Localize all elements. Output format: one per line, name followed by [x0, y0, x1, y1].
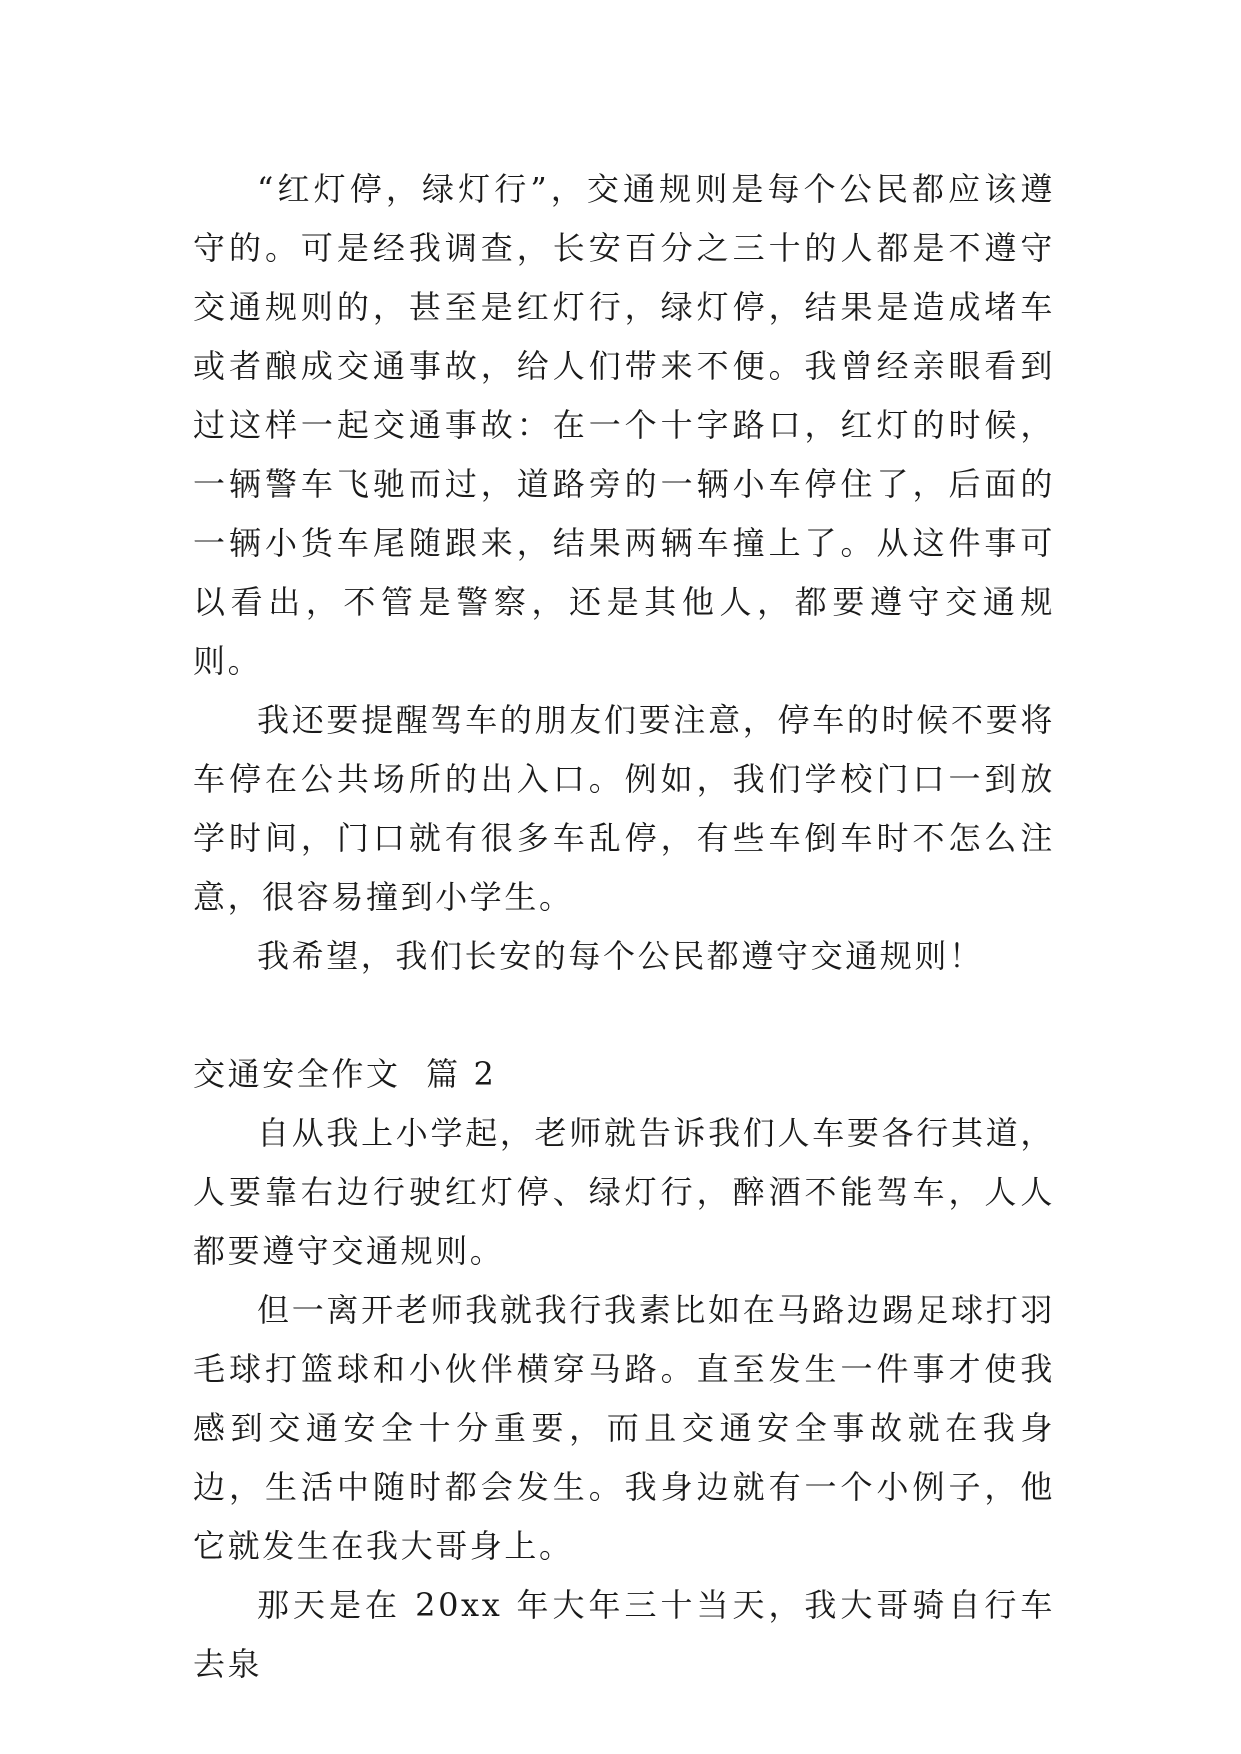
paragraph-hope: 我希望，我们长安的每个公民都遵守交通规则！: [257, 937, 984, 975]
section-heading: 交通安全作文 篇 2: [193, 1055, 497, 1093]
paragraph-brother-story: 但一离开老师我就我行我素比如在马路边踢足球打羽毛球打篮球和小伙伴横穿马路。直至发生一件事才使我感到交通安全十分重要，而且交通安全事故就在我身边，生活中随时都会发生。我身边就有一个小例子，他它就发生在我大哥身上。: [193, 1291, 1055, 1565]
paragraph-parking-reminder: 我还要提醒驾车的朋友们要注意，停车的时候不要将车停在公共场所的出入口。例如，我们学校门口一到放学时间，门口就有很多车乱停，有些车倒车时不怎么注意，很容易撞到小学生。: [193, 701, 1055, 916]
paragraph-new-year-eve: 那天是在 20xx 年大年三十当天，我大哥骑自行车去泉: [193, 1586, 1055, 1683]
paragraph-traffic-rules-intro: “红灯停，绿灯行”，交通规则是每个公民都应该遵守的。可是经我调查，长安百分之三十的人都是不遵守交通规则的，甚至是红灯行，绿灯停，结果是造成堵车或者酿成交通事故，给人们带来不便。我曾经亲眼看到过这样一起交通事故：在一个十字路口，红灯的时候，一辆警车飞驰而过，道路旁的一辆小车停住了，后面的一辆小货车尾随跟来，结果两辆车撞上了。从这件事可以看出，不管是警察，还是其他人，都要遵守交通规则。: [193, 170, 1055, 680]
paragraph-teacher-advice: 自从我上小学起，老师就告诉我们人车要各行其道，人要靠右边行驶红灯停、绿灯行，醉酒不能驾车，人人都要遵守交通规则。: [193, 1114, 1055, 1270]
document-body: [193, 160, 1055, 1694]
